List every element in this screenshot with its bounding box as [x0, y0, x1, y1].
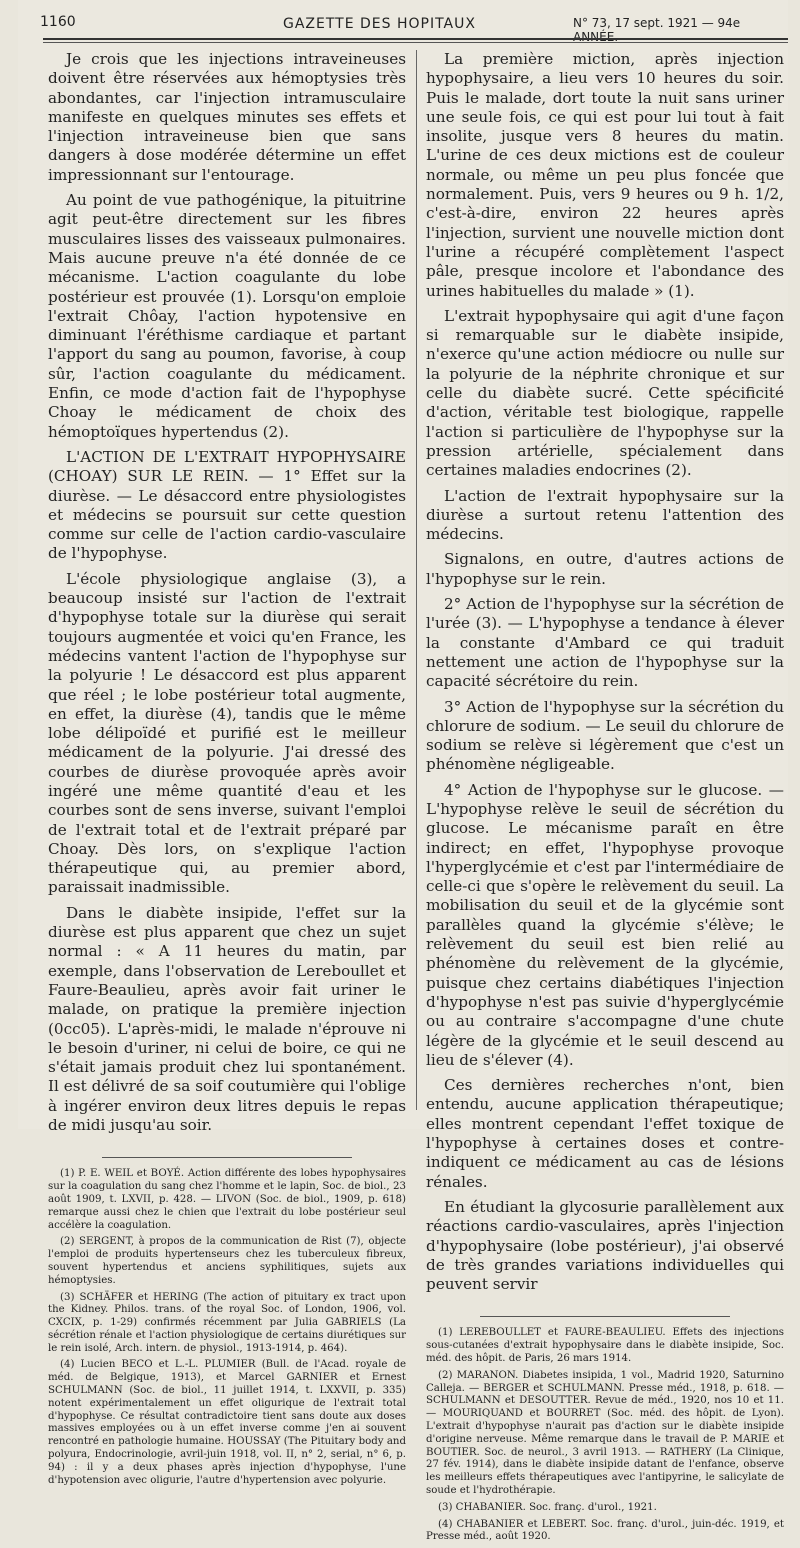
section-heading-paragraph: L'ACTION DE L'EXTRAIT HYPOPHYSAIRE (CHOAY) SUR LE REIN. — 1° Effet sur la diurèse. — Le désaccord entre physiologistes et médecins se poursuit sur cette question comme sur celle de l'action cardio-vasculaire de l'hypophyse.	[48, 447, 406, 563]
section-paragraph: 2° Action de l'hypophyse sur la sécrétion de l'urée (3). — L'hypophyse a tendance à élever la constante d'Ambard ce qui traduit nettement une action de l'hypophyse sur la capacité sécrétoire du rein.	[426, 595, 784, 691]
body-paragraph: Dans le diabète insipide, l'effet sur la diurèse est plus apparent que chez un sujet normal : « A 11 heures du matin, par exemple, dans l'observation de Lereboullet et Faure-Beaulieu, après avoir fait uriner le malade, on pratique la première injection (0cc05). L'après-midi, le malade n'éprouve ni le besoin d'uriner, ni celui de boire, ce qui ne s'était jamais produit chez lui spontanément. Il est délivré de sa soif coutumière qui l'oblige à ingérer environ deux litres depuis le repas de midi jusqu'au soir.	[48, 903, 406, 1135]
newspaper-page	[18, 0, 788, 1543]
issue-info: N° 73, 17 sept. 1921 — 94e ANNÉE.	[573, 16, 741, 44]
page-header	[18, 12, 788, 44]
page-number: 1160	[40, 14, 76, 30]
left-column	[48, 50, 406, 1491]
footnote: (1) LEREBOULLET et FAURE-BEAULIEU. Effets des injections sous-cutanées d'extrait hypophysaire dans le diabète insipide, Soc. méd. des hôpit. de Paris, 26 mars 1914.	[426, 1327, 784, 1364]
body-paragraph: L'extrait hypophysaire qui agit d'une façon si remarquable sur le diabète insipide, n'exerce qu'une action médiocre ou nulle sur la polyurie de la néphrite chronique et sur celle du diabète sucré. Cette spécificité d'action, véritable test biologique, rappelle l'action si particulière de l'hypophyse sur la pression artérielle, spécialement dans certaines maladies endocrines (2).	[426, 306, 784, 480]
body-paragraph: L'action de l'extrait hypophysaire sur la diurèse a surtout retenu l'attention des médecins.	[426, 486, 784, 544]
section-paragraph: 4° Action de l'hypophyse sur le glucose. — L'hypophyse relève le seuil de sécrétion du glucose. Le mécanisme paraît en être indirect; en effet, l'hypophyse provoque l'hyperglycémie et c'est par l'intermédiaire de celle-ci que s'opère le relèvement du seuil. La mobilisation du seuil et de la glycémie sont parallèles quand la glycémie s'élève; le relèvement du seuil est bien relié au phénomène du relèvement de la glycémie, puisque chez certains diabétiques l'injection d'hypophyse n'est pas suivie d'hyperglycémie ou au contraire s'accompagne d'une chute légère de la glycémie et le seuil descend au lieu de s'élever (4).	[426, 780, 784, 1069]
footnote: (2) MARANON. Diabetes insipida, 1 vol., Madrid 1920, Saturnino Calleja. — BERGER et SCHULMANN. Presse méd., 1918, p. 618. — SCHULMANN et DESOUTTER. Revue de méd., 1920, nos 10 et 11. — MOURIQUAND et BOURRET (Soc. méd. des hôpit. de Lyon). L'extrait d'hypophyse n'aurait pas d'action sur le diabète insipide d'origine nerveuse. Même remarque dans le travail de P. MARIE et BOUTIER. Soc. de neurol., 3 avril 1913. — RATHERY (La Clinique, 27 fév. 1914), dans le diabète insipide datant de l'enfance, observe les meilleurs effets thérapeutiques avec l'antipyrine, le salicylate de soude et l'hydrothérapie.	[426, 1369, 784, 1496]
column-divider	[416, 50, 417, 1110]
header-rule-thin	[43, 42, 788, 43]
body-paragraph: Je crois que les injections intraveineuses doivent être réservées aux hémoptysies très abondantes, car l'injection intramusculaire manifeste en quelques minutes ses effets et l'injection intraveineuse bien que sans dangers à dose modérée détermine un effet impressionnant sur l'entourage.	[48, 50, 406, 184]
body-paragraph: Ces dernières recherches n'ont, bien entendu, aucune application thérapeutique; elles montrent cependant l'effet toxique de l'hypophyse à certaines doses et contre-indiquent ce médicament au cas de lésions rénales.	[426, 1076, 784, 1191]
footnote-rule	[480, 1316, 731, 1317]
footnote-rule	[102, 1157, 353, 1158]
section-paragraph: 3° Action de l'hypophyse sur la sécrétion du chlorure de sodium. — Le seuil du chlorure de sodium se relève si légèrement que c'est un phénomène négligeable.	[426, 697, 784, 774]
footnote: (3) SCHÄFER et HERING (The action of pituitary ex tract upon the Kidney. Philos. trans. of the royal Soc. of London, 1906, vol. CXCIX, p. 1-29) confirmés récemment par Julia GABRIELS (La sécrétion rénale et l'action physiologique de certains diurétiques sur le rein isolé, Arch. intern. de physiol., 1913-1914, p. 464).	[48, 1291, 406, 1354]
body-paragraph: Signalons, en outre, d'autres actions de l'hypophyse sur le rein.	[426, 550, 784, 588]
body-paragraph: La première miction, après injection hypophysaire, a lieu vers 10 heures du soir. Puis le malade, dort toute la nuit sans uriner une seule fois, ce qui est pour lui tout à fait insolite, jusque vers 8 heures du matin. L'urine de ces deux mictions est de couleur normale, ou même un peu plus foncée que normalement. Puis, vers 9 heures ou 9 h. 1/2, c'est-à-dire, environ 22 heures après l'injection, survient une nouvelle miction dont l'urine a récupéré complètement l'aspect pâle, presque incolore et l'abondance des urines habituelles du malade » (1).	[426, 50, 784, 300]
body-paragraph: Au point de vue pathogénique, la pituitrine agit peut-être directement sur les fibres musculaires lisses des vaisseaux pulmonaires. Mais aucune preuve n'a été donnée de ce mécanisme. L'action coagulante du lobe postérieur est prouvée (1). Lorsqu'on emploie l'extrait Chôay, l'action hypotensive en diminuant l'éréthisme cardiaque et partant l'apport du sang au poumon, favorise, à coup sûr, l'action coagulante du médicament. Enfin, ce mode d'action fait de l'hypophyse Choay le médicament de choix des hémoptoïques hypertendus (2).	[48, 191, 406, 441]
footnote: (3) CHABANIER. Soc. franç. d'urol., 1921.	[438, 1501, 657, 1513]
header-rule	[43, 38, 788, 40]
journal-title: GAZETTE DES HOPITAUX	[283, 16, 476, 32]
footnote: (4) Lucien BECO et L.-L. PLUMIER (Bull. de l'Acad. royale de méd. de Belgique, 1913), et Marcel GARNIER et Ernest SCHULMANN (Soc. de biol., 11 juillet 1914, t. LXXVII, p. 335) notent expérimentalement un effet oligurique de l'extrait total d'hypophyse. Ce résultat contradictoire tient sans doute aux doses massives employées ou à un effet inverse comme j'en ai souvent rencontré en pathologie humaine. HOUSSAY (The Pituitary body and polyura, Endocrinologie, avril-juin 1918, vol. II, n° 2, serial, n° 6, p. 94) : il y a deux phases après injection d'hypophyse, l'une d'hypotension avec oligurie, l'autre d'hypertension avec polyurie.	[48, 1359, 406, 1486]
footnote: (4) CHABANIER et LEBERT. Soc. franç. d'urol., juin-déc. 1919, et Presse méd., août 1920.	[426, 1518, 784, 1543]
footnote: (1) P. E. WEIL et BOYÉ. Action différente des lobes hypophysaires sur la coagulation du sang chez l'homme et le lapin, Soc. de biol., 23 août 1909, t. LXVII, p. 428. — LIVON (Soc. de biol., 1909, p. 618) remarque aussi chez le chien que l'extrait du lobe postérieur seul accélère la coagulation.	[48, 1168, 406, 1231]
right-column	[426, 50, 784, 1548]
footnote: (2) SERGENT, à propos de la communication de Rist (7), objecte l'emploi de produits hypertenseurs chez les tuberculeux fibreux, souvent hypertendus et anciens syphilitiques, sujets aux hémoptysies.	[48, 1236, 406, 1286]
body-paragraph: L'école physiologique anglaise (3), a beaucoup insisté sur l'action de l'extrait d'hypophyse totale sur la diurèse qui serait toujours augmentée et voici qu'en France, les médecins vantent l'action de l'hypophyse sur la polyurie ! Le désaccord est plus apparent que réel ; le lobe postérieur total augmente, en effet, la diurèse (4), tandis que le même lobe délipoïdé et purifié est le meilleur médicament de la polyurie. J'ai dressé des courbes de diurèse provoquée après avoir ingéré une même quantité d'eau et les courbes sont de sens inverse, suivant l'emploi de l'extrait total et de l'extrait préparé par Choay. Dès lors, on s'explique l'action thérapeutique qui, au premier abord, paraissait inadmissible.	[48, 569, 406, 897]
body-paragraph: En étudiant la glycosurie parallèlement aux réactions cardio-vasculaires, après l'injection d'hypophysaire (lobe postérieur), j'ai observé de très grandes variations individuelles qui peuvent servir	[426, 1197, 784, 1294]
